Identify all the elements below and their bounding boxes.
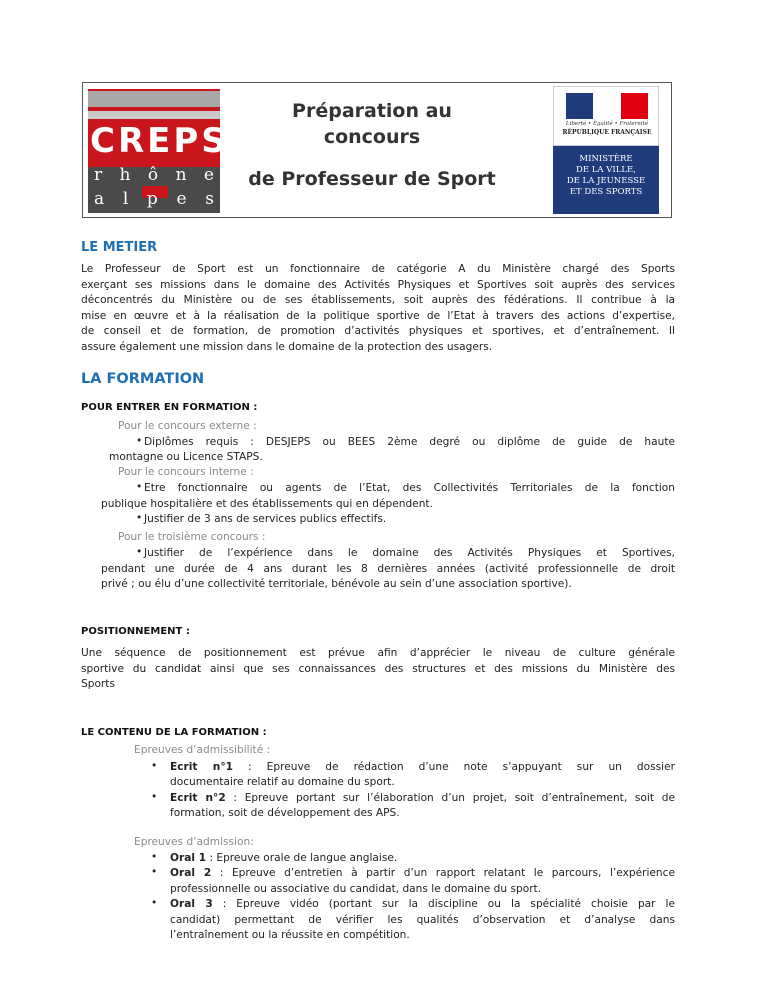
oral3-line1: Oral 3 : Epreuve vidéo (portant sur la discipline ou la spécialité choisie par le (170, 898, 675, 910)
bullet-icon: • (136, 546, 143, 558)
title-line-3: de Professeur de Sport (248, 168, 496, 190)
interne-item-line3: Justifier de 3 ans de services publics effectifs. (144, 513, 387, 525)
bullet-icon: • (151, 760, 158, 772)
title-line-1: Préparation au (292, 100, 452, 122)
bullet-icon: • (151, 851, 158, 863)
subheading-positionnement: POSITIONNEMENT : (81, 626, 190, 637)
oral3-line3: l’entraînement ou la réussite en compétition. (170, 929, 410, 941)
page-title (232, 98, 512, 192)
creps-logo-row-rhone: r h ô n e (94, 165, 214, 185)
ecrit2-line1: Ecrit n°2 : Epreuve portant sur l’élaboration d’un projet, soit d’entraînement, soit de (170, 792, 675, 804)
troisieme-item-line1: Justifier de l’expérience dans le domaine des Activités Physiques et Sportives, (144, 547, 675, 559)
subheading-contenu: LE CONTENU DE LA FORMATION : (81, 727, 267, 738)
oral2-line2: professionnelle ou associative du candidat, dans le domaine du sport. (170, 883, 542, 895)
marianne-flag-icon (566, 93, 648, 119)
section-heading-formation: LA FORMATION (81, 371, 205, 387)
bullet-icon: • (151, 791, 158, 803)
ministry-republic: RÉPUBLIQUE FRANÇAISE (562, 129, 652, 136)
externe-item-line2: montagne ou Licence STAPS. (109, 451, 263, 463)
bullet-icon: • (151, 897, 158, 909)
ecrit2-line2: formation, soit de développement des APS. (170, 807, 400, 819)
metier-paragraph: Le Professeur de Sport est un fonctionnaire de catégorie A du Ministère chargé des Sports exerçant ses missions dans le domaine des Activités Physiques et Sportives soit auprès des services déconcentrés du Ministère ou de ses établissements, soit auprès des fédérations. Il contribue à la mise en œuvre et à la réalisation de la politique sportive de l’Etat à travers des actions d’expertise, de conseil et de formation, de promotion d’activités physiques et sportives, et d’entraînement. Il assure également une mission dans le domaine de la protection des usagers. (81, 263, 675, 353)
creps-logo (88, 89, 229, 213)
bullet-icon: • (136, 481, 143, 493)
troisieme-item-line3: privé ; ou élu d’une collectivité territoriale, bénévole au sein d’une association sportive). (101, 578, 572, 590)
bullet-icon: • (151, 866, 158, 878)
label-admission: Epreuves d’admission: (134, 836, 254, 848)
ministry-logo-upper (553, 86, 659, 146)
bullet-icon: • (136, 435, 143, 447)
label-admissibilite: Epreuves d’admissibilité : (134, 744, 271, 756)
creps-logo-row-alpes: a l p e s (94, 189, 214, 209)
creps-logo-grey-band (88, 111, 220, 119)
creps-logo-grey-bar (88, 91, 220, 107)
oral2-line1: Oral 2 : Epreuve d’entretien à partir d’un rapport relatant le parcours, l’expérience (170, 867, 675, 879)
positionnement-paragraph: Une séquence de positionnement est prévue afin d’apprécier le niveau de culture générale sportive du candidat ainsi que ses connaissances des structures et des missions du Ministère des Sports (81, 647, 675, 690)
ministry-motto: Liberté • Égalité • Fraternité (565, 121, 649, 127)
label-troisieme-concours: Pour le troisième concours : (118, 531, 266, 543)
troisieme-item-line2: pendant une durée de 4 ans durant les 8 dernières années (activité professionnelle de droit (101, 563, 675, 575)
bullet-icon: • (136, 512, 143, 524)
interne-item-line2: publique hospitalière et des établissements qui en dépendent. (101, 498, 433, 510)
ministry-logo (553, 86, 659, 214)
ecrit1-line1: Ecrit n°1 : Epreuve de rédaction d’une note s’appuyant sur un dossier (170, 761, 675, 773)
subheading-entrer: POUR ENTRER EN FORMATION : (81, 402, 258, 413)
creps-logo-word: CREPS (90, 121, 229, 161)
section-heading-metier: LE METIER (81, 240, 158, 255)
title-line-2: concours (323, 126, 421, 148)
label-concours-externe: Pour le concours externe : (118, 420, 257, 432)
externe-item-line1: Diplômes requis : DESJEPS ou BEES 2ème degré ou diplôme de guide de haute (144, 436, 675, 448)
oral3-line2: candidat) permettant de vérifier les qualités d’observation et d’analyse dans (170, 914, 675, 926)
interne-item-line1: Etre fonctionnaire ou agents de l’Etat, des Collectivités Territoriales de la fonction (144, 482, 675, 494)
oral1-line1: Oral 1 : Epreuve orale de langue anglaise. (170, 852, 398, 864)
label-concours-interne: Pour le concours interne : (118, 466, 254, 478)
ecrit1-line2: documentaire relatif au domaine du sport. (170, 776, 395, 788)
ministry-name-block: MINISTÈRE DE LA VILLE, DE LA JEUNESSE ET DES SPORTS (553, 146, 659, 214)
